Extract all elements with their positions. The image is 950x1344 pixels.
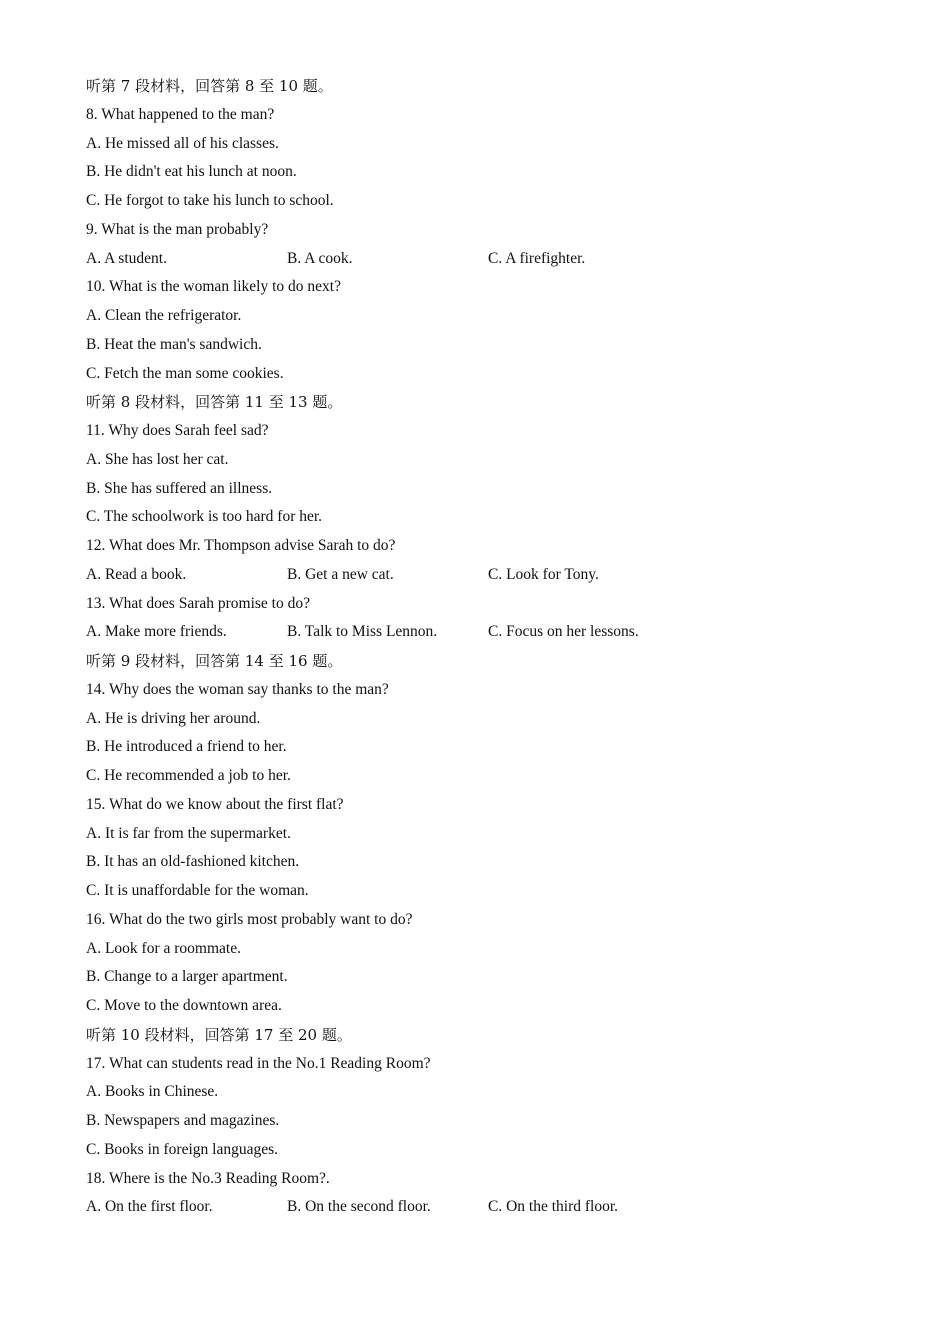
question-stem: 15. What do we know about the first flat? [86, 795, 344, 813]
option-row [86, 245, 886, 274]
question-stem: 12. What does Mr. Thompson advise Sarah to do? [86, 537, 396, 554]
answer-option: A. He is driving her around. [86, 709, 261, 727]
answer-option: B. She has suffered an illness. [86, 479, 273, 497]
question-stem: 18. Where is the No.3 Reading Room?. [86, 1169, 330, 1187]
answer-option: B. He introduced a friend to her. [86, 738, 287, 756]
exam-page [86, 72, 886, 1222]
option-row [86, 561, 886, 590]
answer-option: A. A student. [86, 249, 167, 267]
answer-option: C. Look for Tony. [488, 565, 599, 583]
section-heading: 听第 7 段材料，回答第 8 至 10 题。 [86, 77, 333, 95]
answer-option: C. Move to the downtown area. [86, 997, 282, 1014]
answer-option: C. A firefighter. [488, 249, 586, 267]
answer-option: C. It is unaffordable for the woman. [86, 882, 309, 899]
answer-option: A. Look for a roommate. [86, 939, 241, 957]
answer-option: B. A cook. [287, 249, 353, 267]
section-heading: 听第 9 段材料，回答第 14 至 16 题。 [86, 652, 343, 670]
answer-option: C. He recommended a job to her. [86, 767, 291, 784]
answer-option: A. It is far from the supermarket. [86, 824, 291, 842]
option-row [86, 1193, 886, 1222]
answer-option: B. He didn't eat his lunch at noon. [86, 163, 297, 181]
question-stem: 10. What is the woman likely to do next? [86, 278, 341, 296]
answer-option: A. She has lost her cat. [86, 450, 229, 468]
answer-option: B. Newspapers and magazines. [86, 1112, 280, 1129]
question-stem: 13. What does Sarah promise to do? [86, 594, 310, 612]
section-heading: 听第 10 段材料，回答第 17 至 20 题。 [86, 1025, 352, 1044]
answer-option: B. It has an old-fashioned kitchen. [86, 853, 300, 871]
answer-option: A. Read a book. [86, 565, 187, 583]
question-stem: 11. Why does Sarah feel sad? [86, 422, 269, 439]
answer-option: A. Clean the refrigerator. [86, 307, 242, 324]
answer-option: C. Books in foreign languages. [86, 1140, 279, 1158]
answer-option: C. The schoolwork is too hard for her. [86, 508, 323, 526]
answer-option: A. Make more friends. [86, 623, 227, 641]
answer-option: B. Get a new cat. [287, 565, 394, 583]
question-stem: 8. What happened to the man? [86, 105, 275, 123]
question-stem: 14. Why does the woman say thanks to the man? [86, 680, 389, 698]
answer-option: C. Fetch the man some cookies. [86, 364, 284, 382]
answer-option: B. Heat the man's sandwich. [86, 335, 262, 353]
answer-option: B. On the second floor. [287, 1198, 431, 1216]
option-row [86, 618, 886, 647]
answer-option: C. Focus on her lessons. [488, 623, 639, 641]
answer-option: A. He missed all of his classes. [86, 134, 279, 152]
answer-option: B. Talk to Miss Lennon. [287, 623, 438, 641]
answer-option: C. He forgot to take his lunch to school. [86, 192, 334, 209]
answer-option: B. Change to a larger apartment. [86, 968, 288, 986]
answer-option: C. On the third floor. [488, 1198, 619, 1216]
answer-option: A. Books in Chinese. [86, 1083, 219, 1101]
question-stem: 16. What do the two girls most probably want to do? [86, 910, 413, 928]
answer-option: A. On the first floor. [86, 1198, 213, 1216]
question-stem: 9. What is the man probably? [86, 220, 269, 238]
question-stem: 17. What can students read in the No.1 Reading Room? [86, 1054, 431, 1072]
section-heading: 听第 8 段材料，回答第 11 至 13 题。 [86, 393, 343, 412]
